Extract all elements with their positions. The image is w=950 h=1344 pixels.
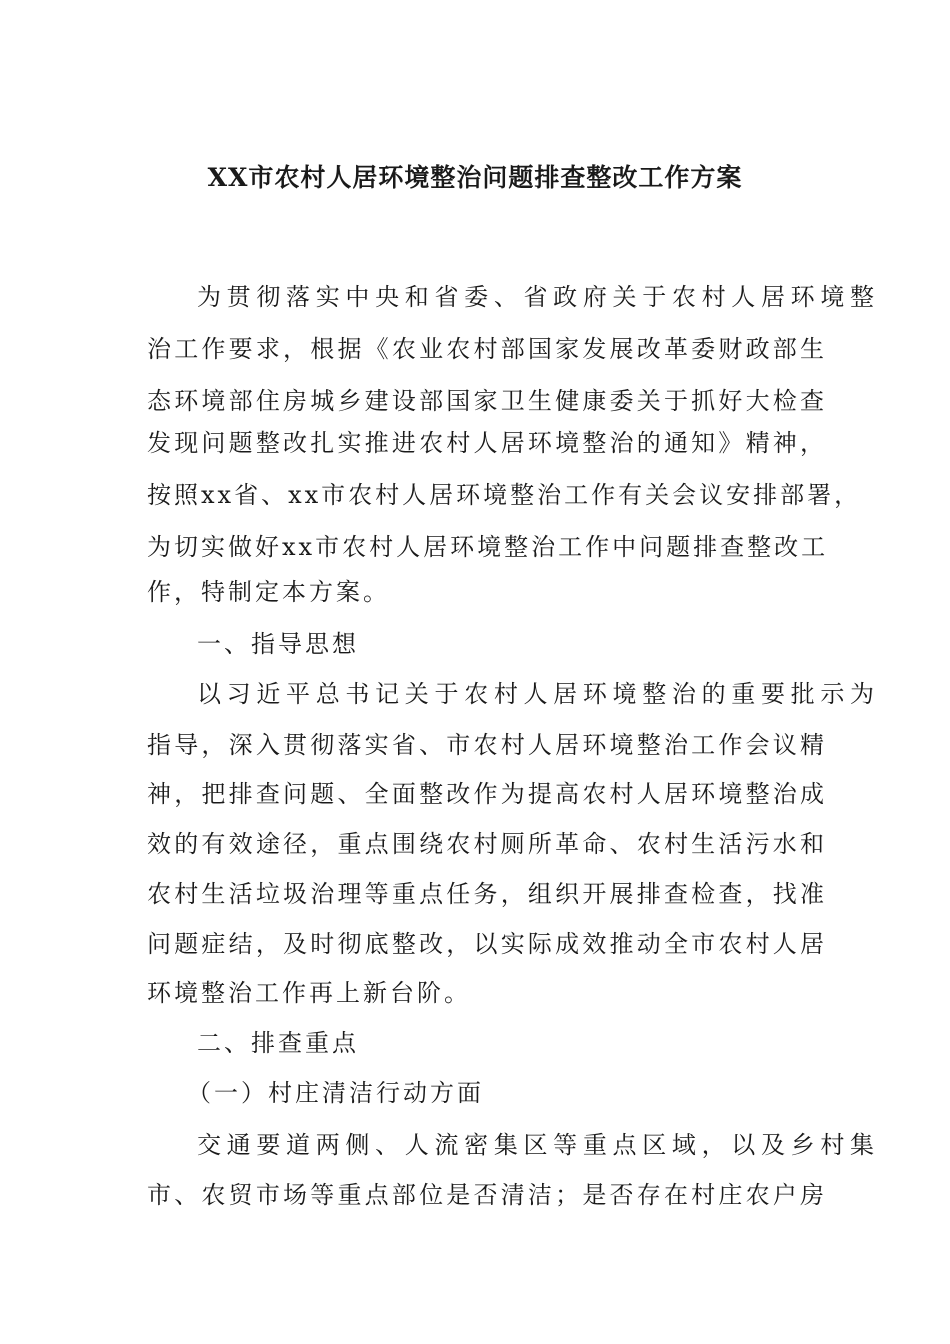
paragraph-line: 环境整治工作再上新台阶。 bbox=[147, 979, 471, 1007]
paragraph-line: 发现问题整改扎实推进农村人居环境整治的通知》精神， bbox=[147, 429, 827, 457]
paragraph-line: 市、农贸市场等重点部位是否清洁；是否存在村庄农户房 bbox=[147, 1181, 827, 1209]
paragraph-line: 以习近平总书记关于农村人居环境整治的重要批示为 bbox=[197, 680, 877, 708]
paragraph-line: 效的有效途径，重点围绕农村厕所革命、农村生活污水和 bbox=[147, 830, 827, 858]
paragraph-line: 治工作要求，根据《农业农村部国家发展改革委财政部生 bbox=[147, 335, 827, 363]
section-heading: 二、排查重点 bbox=[197, 1029, 359, 1057]
paragraph-line: 指导，深入贯彻落实省、市农村人居环境整治工作会议精 bbox=[147, 731, 827, 759]
document-title: XX市农村人居环境整治问题排查整改工作方案 bbox=[207, 163, 743, 192]
paragraph-line: 问题症结，及时彻底整改，以实际成效推动全市农村人居 bbox=[147, 930, 827, 958]
paragraph-line: 神，把排查问题、全面整改作为提高农村人居环境整治成 bbox=[147, 780, 827, 808]
section-heading: 一、指导思想 bbox=[197, 630, 359, 658]
paragraph-line: 态环境部住房城乡建设部国家卫生健康委关于抓好大检查 bbox=[147, 387, 827, 415]
paragraph-line: 交通要道两侧、人流密集区等重点区域，以及乡村集 bbox=[197, 1131, 877, 1159]
paragraph-line: 农村生活垃圾治理等重点任务，组织开展排查检查，找准 bbox=[147, 880, 827, 908]
paragraph-line: 按照xx省、xx市农村人居环境整治工作有关会议安排部署， bbox=[147, 481, 862, 509]
subsection-heading: （一）村庄清洁行动方面 bbox=[187, 1079, 484, 1107]
paragraph-line: 作，特制定本方案。 bbox=[147, 578, 390, 606]
paragraph-line: 为贯彻落实中央和省委、省政府关于农村人居环境整 bbox=[197, 283, 877, 311]
paragraph-line: 为切实做好xx市农村人居环境整治工作中问题排查整改工 bbox=[147, 533, 829, 561]
